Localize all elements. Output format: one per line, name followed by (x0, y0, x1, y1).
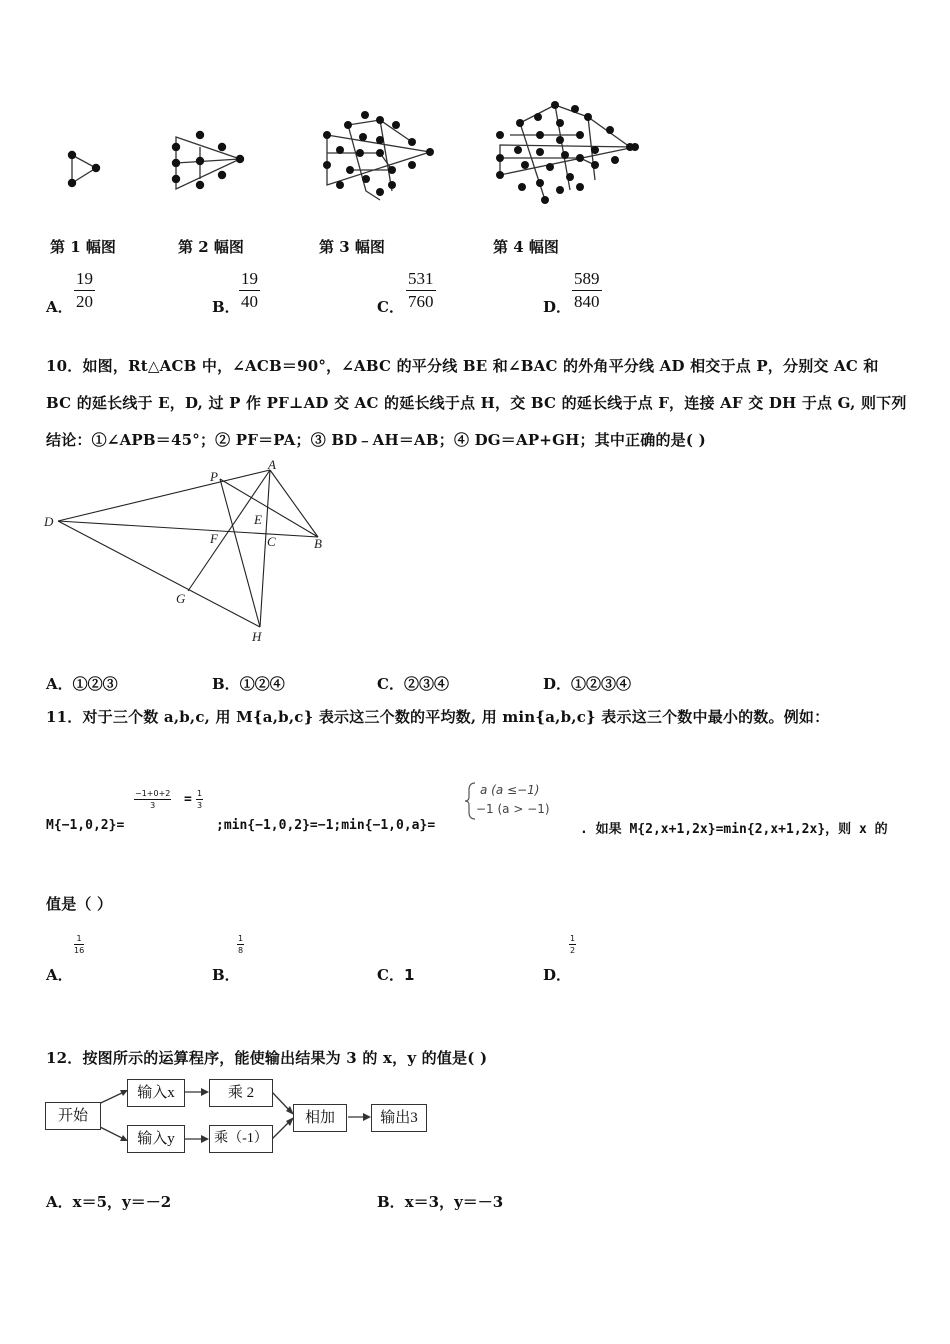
q11-option-b-fraction: $\frac{1}{8}$ (238, 934, 244, 955)
q9-option-c-label: C． (377, 298, 404, 316)
point-label-f: F (210, 531, 218, 546)
point-label-d: D (44, 514, 54, 529)
q11-m-lhs: M{−1,0,2}= (46, 818, 125, 833)
q12-option-a: A．x＝5，y＝－2 (46, 1193, 172, 1211)
q12-option-b: B．x＝3，y＝－3 (377, 1193, 504, 1211)
figure-caption-2: 第 2 幅图 (178, 238, 244, 256)
q11-m-result: $\frac{1}{3}$ (197, 789, 203, 810)
q11-case-2: −1 (a > −1) (476, 802, 550, 816)
q10-text-line3: 结论：①∠APB＝45°；② PF＝PA；③ BD﹣AH＝AB；④ DG＝AP+GH；其中正确的是( ) (46, 431, 706, 449)
point-label-a: A (268, 457, 276, 472)
q10-text-line2: BC 的延长线于 E，D, 过 P 作 PF⊥AD 交 AC 的延长线于点 H，交 BC 的延长线于点 F，连接 AF 交 DH 于点 G, 则下列 (46, 394, 907, 412)
q11-option-c: C．1 (377, 966, 415, 984)
q9-option-c-fraction: $\frac{531}{760}$ (408, 269, 434, 311)
q10-geometry-figure (40, 455, 340, 650)
q11-option-d-label: D． (543, 966, 572, 984)
q9-option-b-label: B． (212, 298, 240, 316)
flow-output-box: 输出3 (371, 1104, 427, 1132)
point-label-c: C (267, 534, 276, 549)
figure-caption-3: 第 3 幅图 (319, 238, 385, 256)
flow-multiply-neg1-box: 乘（-1） (209, 1125, 273, 1153)
point-label-b: B (314, 536, 322, 551)
figure-caption-1: 第 1 幅图 (50, 238, 116, 256)
q10-text-line1: 10．如图，Rt△ACB 中，∠ACB＝90°，∠ABC 的平分线 BE 和∠BAC 的外角平分线 AD 相交于点 P，分别交 AC 和 (46, 357, 879, 375)
q11-m-fraction: $\frac{-1+0+2}{3}$ (135, 789, 171, 810)
q9-option-a-label: A． (46, 298, 73, 316)
q9-option-b-fraction: $\frac{19}{40}$ (241, 269, 258, 311)
figure-caption-4: 第 4 幅图 (493, 238, 559, 256)
q9-option-a-fraction: $\frac{19}{20}$ (76, 269, 93, 311)
q11-option-a-label: A． (46, 966, 73, 984)
q11-option-d-fraction: $\frac{1}{2}$ (570, 934, 576, 955)
q11-case-1: a (a ≤−1) (480, 783, 540, 797)
flow-multiply-2-box: 乘 2 (209, 1079, 273, 1107)
q11-piecewise (464, 781, 574, 823)
q10-option-d: D．①②③④ (543, 675, 632, 693)
q10-option-a: A．①②③ (46, 675, 118, 693)
point-label-g: G (176, 591, 186, 606)
q11-text-line1: 11．对于三个数 a,b,c, 用 M{a,b,c} 表示这三个数的平均数, 用 min{a,b,c} 表示这三个数中最小的数。例如： (46, 708, 830, 726)
q12-text-line1: 12．按图所示的运算程序，能使输出结果为 3 的 x，y 的值是( ) (46, 1049, 488, 1067)
dot-pattern-figures (40, 95, 660, 210)
point-label-p: P (210, 469, 218, 484)
q9-option-d-label: D． (543, 298, 572, 316)
q11-option-b-label: B． (212, 966, 240, 984)
flow-input-y-box: 输入y (127, 1125, 185, 1153)
q10-option-b: B．①②④ (212, 675, 285, 693)
flow-start-box: 开始 (45, 1102, 101, 1130)
q11-m-equals: = (184, 792, 192, 807)
q11-min-text: ;min{−1,0,2}=−1;min{−1,0,a}= (216, 818, 436, 833)
q11-text-line3: 值是（ ） (46, 895, 113, 913)
point-label-h: H (252, 629, 262, 644)
q10-option-c: C．②③④ (377, 675, 449, 693)
flow-add-box: 相加 (293, 1104, 347, 1132)
point-label-e: E (254, 512, 262, 527)
q11-tail-text: . 如果 M{2,x+1,2x}=min{2,x+1,2x}，则 x 的 (580, 822, 888, 837)
q11-option-a-fraction: $\frac{1}{16}$ (74, 934, 85, 955)
q9-option-d-fraction: $\frac{589}{840}$ (574, 269, 600, 311)
flow-input-x-box: 输入x (127, 1079, 185, 1107)
